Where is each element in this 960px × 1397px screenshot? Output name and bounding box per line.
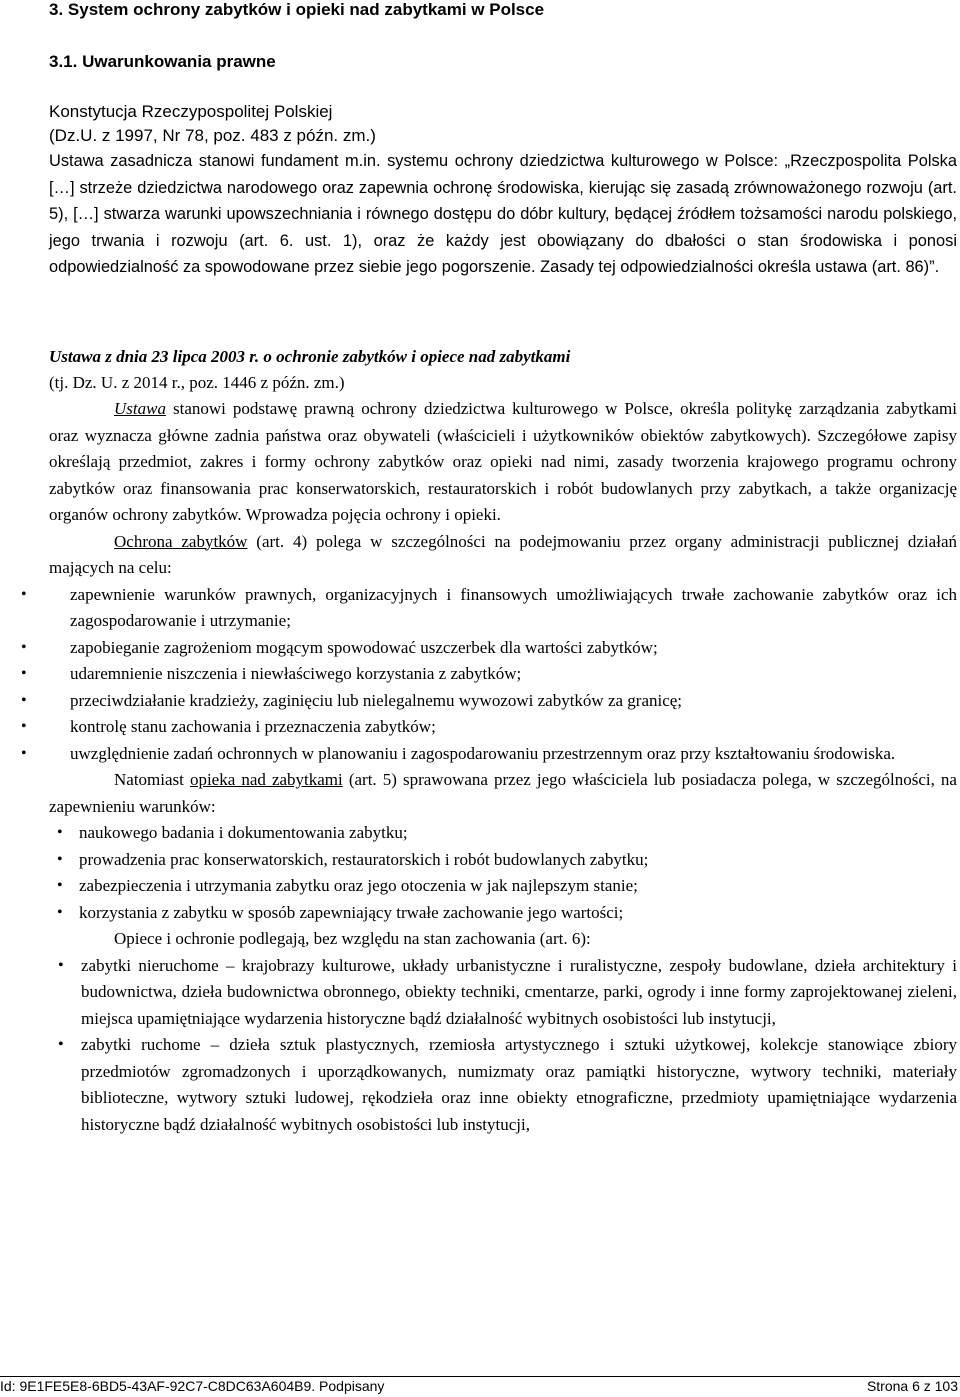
protection-text: (art. 4) polega w szczególności na podejmowaniu przez organy administracji publicznej działań mających na celu:: [49, 531, 957, 577]
list-item: • przeciwdziałanie kradzieży, zaginięciu lub nielegalnemu wywozowi zabytków za granicę;: [49, 688, 957, 715]
act-intro-paragraph: [49, 396, 957, 529]
act-intro-text: stanowi podstawę prawną ochrony dziedzictwa kulturowego w Polsce, określa politykę zarządzania zabytkami oraz wyznacza główne zadnia państwa oraz obywateli (właścicieli i użytkowników obiektów zabytkowych). Szczegółowe zapisy określają przedmiot, zakres i formy ochrony zabytków oraz opieki nad nimi, zasady tworzenia krajowego programu ochrony zabytków oraz finansowania prac konserwatorskich, restauratorskich i robót budowlanych przy zabytkach, a także organizację organów ochrony zabytków. Wprowadza pojęcia ochrony i opieki.: [49, 399, 957, 524]
list-item: • zapobieganie zagrożeniom mogącym spowodować uszczerbek dla wartości zabytków;: [49, 635, 957, 662]
constitution-title: Konstytucja Rzeczypospolitej Polskiej: [49, 102, 333, 121]
act-block: [49, 344, 957, 1138]
list-item: • kontrolę stanu zachowania i przeznaczenia zabytków;: [49, 714, 957, 741]
list-item: • uwzględnienie zadań ochronnych w planowaniu i zagospodarowaniu przestrzennym oraz przy kształtowaniu środowiska.: [49, 741, 957, 768]
list-item: • korzystania z zabytku w sposób zapewniający trwałe zachowanie jego wartości;: [79, 900, 957, 927]
subsection-heading: 3.1. Uwarunkowania prawne: [49, 52, 276, 71]
care-list: [49, 820, 957, 926]
page-footer: [0, 1376, 960, 1397]
protection-paragraph: [49, 529, 957, 582]
act-intro-term: Ustawa: [114, 399, 166, 418]
constitution-block: [49, 100, 957, 281]
protection-list: [49, 582, 957, 768]
act-title: Ustawa z dnia 23 lipca 2003 r. o ochronie zabytków i opiece nad zabytkami: [49, 347, 571, 366]
section-heading: 3. System ochrony zabytków i opieki nad zabytkami w Polsce: [49, 0, 545, 19]
subject-paragraph: Opiece i ochronie podlegają, bez względu na stan zachowania (art. 6):: [114, 929, 591, 948]
protection-term: Ochrona zabytków: [114, 531, 248, 551]
list-item: • zapewnienie warunków prawnych, organizacyjnych i finansowych umożliwiających trwałe zachowanie zabytków oraz ich zagospodarowanie i utrzymanie;: [49, 582, 957, 635]
list-item: • prowadzenia prac konserwatorskich, restauratorskich i robót budowlanych zabytku;: [79, 847, 957, 874]
document-id: Id: 9E1FE5E8-6BD5-43AF-92C7-C8DC63A604B9. Podpisany: [0, 1378, 385, 1394]
care-prefix: Natomiast: [114, 770, 190, 789]
page-number: Strona 6 z 103: [866, 1378, 958, 1394]
care-term: opieka nad zabytkami: [189, 770, 343, 789]
list-item: • udaremnienie niszczenia i niewłaściwego korzystania z zabytków;: [49, 661, 957, 688]
constitution-text: Ustawa zasadnicza stanowi fundament m.in. systemu ochrony dziedzictwa kulturowego w Polsce: „Rzeczpospolita Polska […] strzeże dziedzictwa narodowego oraz zapewnia ochronę środowiska, kierując się zasadą zrównoważonego rozwoju (art. 5), […] stwarza warunki upowszechniania i równego dostępu do dóbr kultury, będącej źródłem tożsamości narodu polskiego, jego trwania i rozwoju (art. 6. ust. 1), oraz że każdy jest obowiązany do dbałości o stan środowiska i ponosi odpowiedzialność za spowodowane przez siebie jego pogorszenie. Zasady tej odpowiedzialności określa ustawa (art. 86)”.: [49, 152, 957, 276]
constitution-ref: (Dz.U. z 1997, Nr 78, poz. 483 z późn. zm.): [49, 126, 376, 145]
care-paragraph: [49, 767, 957, 820]
list-item: • zabytki ruchome – dzieła sztuk plastycznych, rzemiosła artystycznego i sztuki użytkowej, kolekcje stanowiące zbiory przedmiotów zgromadzonych i uporządkowanych, numizmaty oraz pamiątki historyczne, wytwory techniki, materiały biblioteczne, wytwory sztuki ludowej, rękodzieła oraz inne obiekty etnograficzne, przedmioty upamiętniające wydarzenia historyczne bądź działalność wybitnych osobistości lub instytucji,: [81, 1032, 957, 1138]
subject-list: [49, 953, 957, 1139]
list-item: • zabezpieczenia i utrzymania zabytku oraz jego otoczenia w jak najlepszym stanie;: [79, 873, 957, 900]
list-item: • naukowego badania i dokumentowania zabytku;: [79, 820, 957, 847]
act-ref: (tj. Dz. U. z 2014 r., poz. 1446 z późn. zm.): [49, 373, 345, 392]
care-text: (art. 5) sprawowana przez jego właściciela lub posiadacza polega, w szczególności, na zapewnieniu warunków:: [49, 770, 957, 816]
list-item: • zabytki nieruchome – krajobrazy kulturowe, układy urbanistyczne i ruralistyczne, zespoły budowlane, dzieła architektury i budownictwa, dzieła budownictwa obronnego, obiekty techniki, cmentarze, parki, ogrody i inne formy zaprojektowanej zieleni, miejsca upamiętniające wydarzenia historyczne bądź działalność wybitnych osobistości lub instytucji,: [81, 953, 957, 1033]
